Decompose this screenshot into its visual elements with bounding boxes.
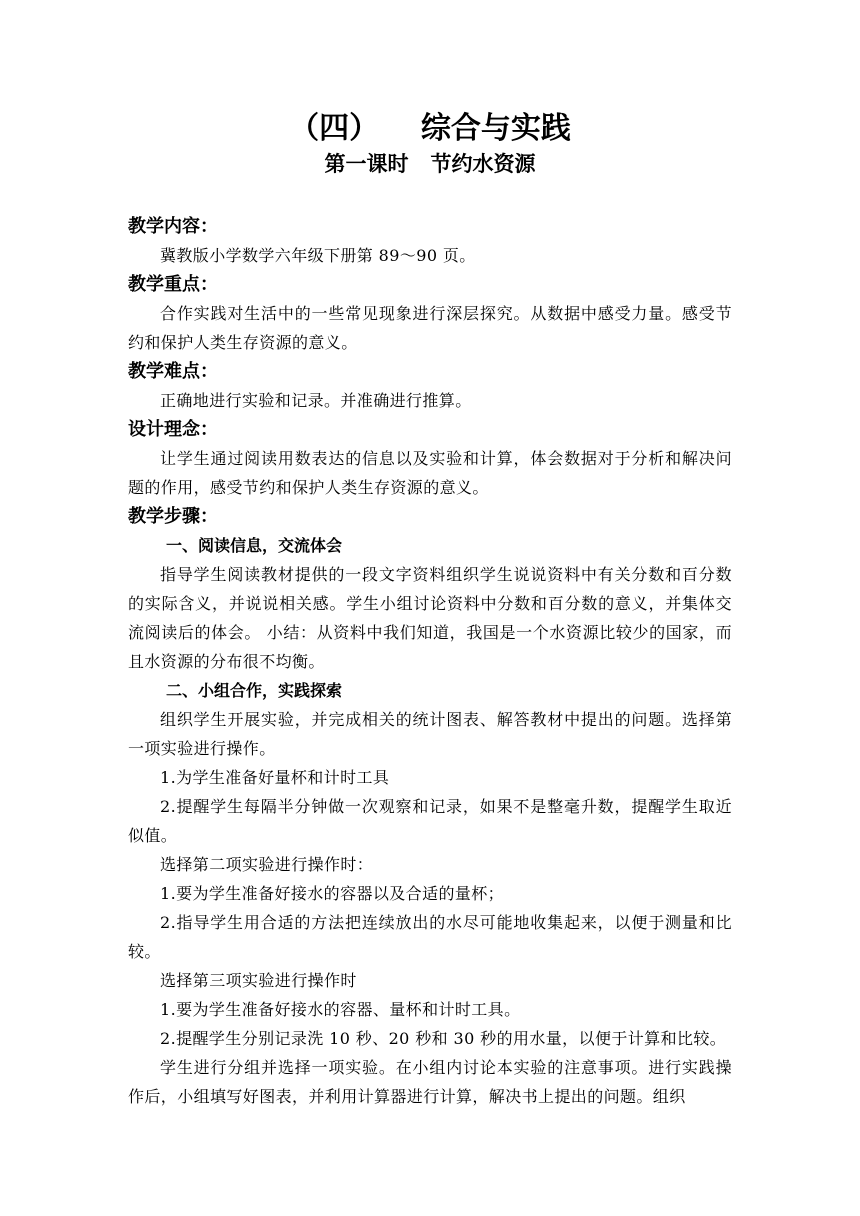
difficulties-text: 正确地进行实验和记录。并准确进行推算。 (160, 391, 472, 410)
heading-difficulties: 教学难点： (128, 361, 218, 382)
step2-paragraph: 2.提醒学生每隔半分钟做一次观察和记录，如果不是整毫升数，提醒学生取近似值。 (128, 797, 732, 845)
step2-paragraph: 选择第三项实验进行操作时 (160, 971, 357, 990)
step2-paragraph: 选择第二项实验进行操作时： (160, 855, 374, 874)
document-body (128, 210, 732, 1111)
step2-paragraph: 2.指导学生用合适的方法把连续放出的水尽可能地收集起来，以便于测量和比较。 (128, 913, 732, 961)
step2-paragraph: 1.为学生准备好量杯和计时工具 (160, 768, 390, 787)
teaching-content-text: 冀教版小学数学六年级下册第 89～90 页。 (160, 246, 476, 265)
step1-text: 指导学生阅读教材提供的一段文字资料组织学生说说资料中有关分数和百分数的实际含义，并说说相关感。学生小组讨论资料中分数和百分数的意义，并集体交流阅读后的体会。 小结：从资料中我们知道，我国是一个水资源比较少的国家，而且水资源的分布很不均衡。 (128, 565, 732, 671)
step2-paragraph: 1.要为学生准备好接水的容器、量杯和计时工具。 (160, 1000, 521, 1019)
step1-title: 一、阅读信息，交流体会 (166, 536, 343, 555)
heading-design-concept: 设计理念： (128, 419, 218, 440)
heading-teaching-content: 教学内容： (128, 216, 218, 237)
step2-paragraph: 组织学生开展实验，并完成相关的统计图表、解答教材中提出的问题。选择第一项实验进行操作。 (128, 710, 732, 758)
heading-teaching-steps: 教学步骤： (128, 506, 218, 527)
page-title: （四） 综合与实践 (289, 111, 571, 146)
step2-paragraph: 2.提醒学生分别记录洗 10 秒、20 秒和 30 秒的用水量，以便于计算和比较。 (160, 1029, 727, 1048)
page-subtitle: 第一课时 节约水资源 (324, 152, 536, 176)
step2-paragraph: 1.要为学生准备好接水的容器以及合适的量杯； (160, 884, 505, 903)
step2-paragraph: 学生进行分组并选择一项实验。在小组内讨论本实验的注意事项。进行实践操作后，小组填写好图表，并利用计算器进行计算，解决书上提出的问题。组织 (128, 1058, 732, 1106)
heading-key-points: 教学重点： (128, 274, 218, 295)
key-points-text: 合作实践对生活中的一些常见现象进行深层探究。从数据中感受力量。感受节约和保护人类生存资源的意义。 (128, 304, 732, 352)
design-concept-text: 让学生通过阅读用数表达的信息以及实验和计算，体会数据对于分析和解决问题的作用，感受节约和保护人类生存资源的意义。 (128, 449, 732, 497)
step2-title: 二、小组合作，实践探索 (166, 681, 343, 700)
